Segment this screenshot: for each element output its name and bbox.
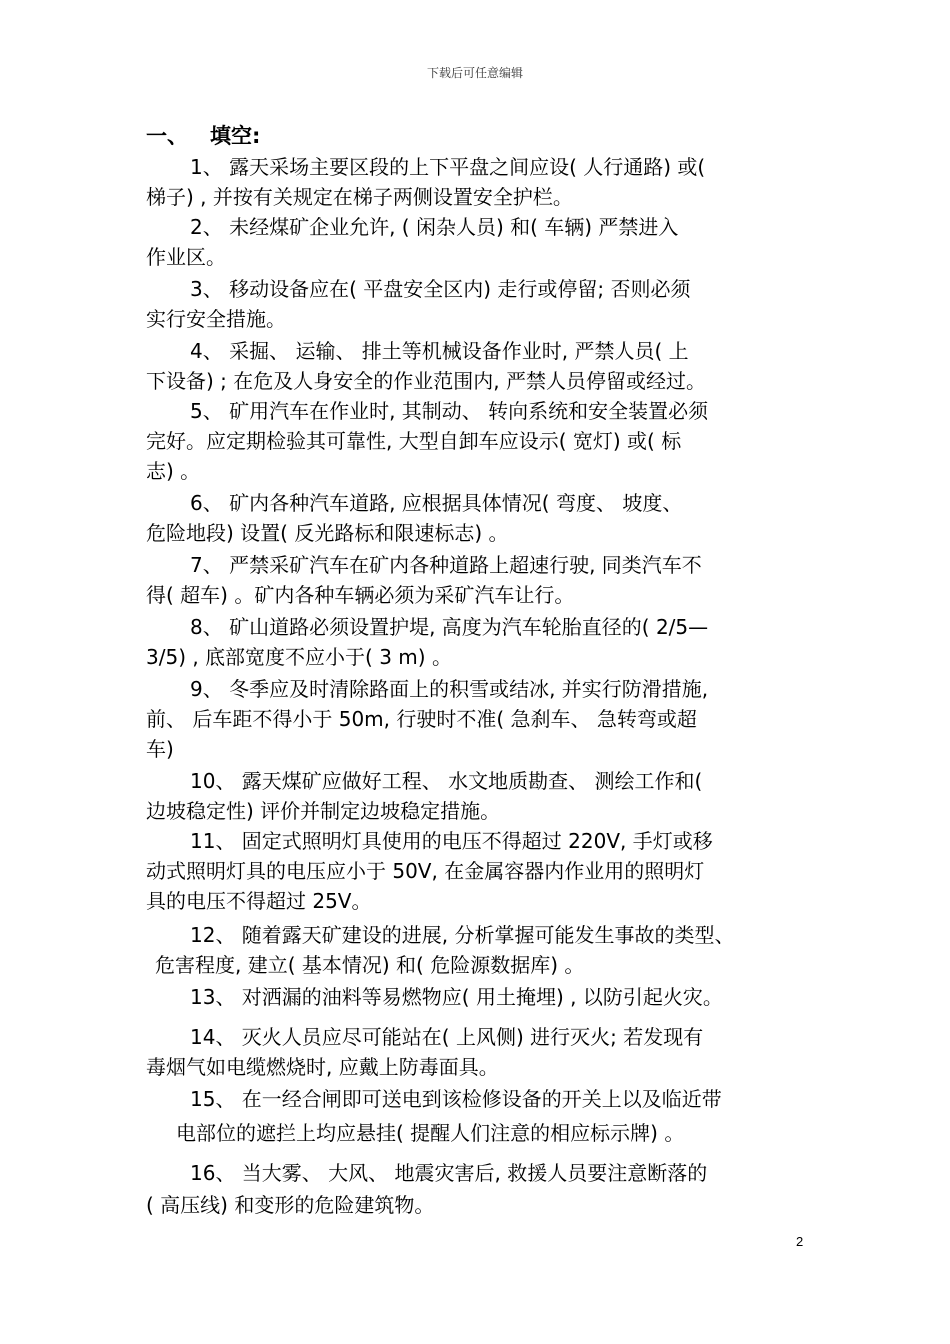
- list-item-line: 实行安全措施。: [146, 307, 286, 331]
- list-item-line: 10、 露天煤矿应做好工程、 水文地质勘查、 测绘工作和(: [190, 769, 703, 793]
- list-item-line: 12、 随着露天矿建设的进展, 分析掌握可能发生事故的类型、: [190, 923, 735, 947]
- list-item-line: 14、 灭火人员应尽可能站在( 上风侧) 进行灭火; 若发现有: [190, 1025, 704, 1049]
- list-item-line: 5、 矿用汽车在作业时, 其制动、 转向系统和安全装置必须: [190, 399, 709, 423]
- list-item-line: 完好。应定期检验其可靠性, 大型自卸车应设示( 宽灯) 或( 标: [146, 429, 682, 453]
- list-item-line: 8、 矿山道路必须设置护堤, 高度为汽车轮胎直径的( 2/5—: [190, 615, 709, 639]
- list-item-line: 13、 对洒漏的油料等易燃物应( 用土掩埋) , 以防引起火灾。: [190, 985, 723, 1009]
- list-item-line: 1、 露天采场主要区段的上下平盘之间应设( 人行通路) 或(: [190, 155, 706, 179]
- list-item-line: 危害程度, 建立( 基本情况) 和( 危险源数据库) 。: [155, 953, 585, 977]
- list-item-line: 梯子) , 并按有关规定在梯子两侧设置安全护栏。: [146, 185, 573, 209]
- list-item-line: 11、 固定式照明灯具使用的电压不得超过 220V, 手灯或移: [190, 829, 713, 853]
- list-item-line: 车): [146, 737, 174, 761]
- list-item-line: 前、 后车距不得小于 50m, 行驶时不准( 急刹车、 急转弯或超: [146, 707, 697, 731]
- list-item-line: 2、 未经煤矿企业允许, ( 闲杂人员) 和( 车辆) 严禁进入: [190, 215, 679, 239]
- list-item-line: 得( 超车) 。矿内各种车辆必须为采矿汽车让行。: [146, 583, 575, 607]
- list-item-line: 动式照明灯具的电压应小于 50V, 在金属容器内作业用的照明灯: [146, 859, 705, 883]
- section-number: 一、: [146, 124, 188, 148]
- list-item-line: 6、 矿内各种汽车道路, 应根据具体情况( 弯度、 坡度、: [190, 491, 683, 515]
- list-item-line: 7、 严禁采矿汽车在矿内各种道路上超速行驶, 同类汽车不: [190, 553, 702, 577]
- list-item-line: 16、 当大雾、 大风、 地震灾害后, 救援人员要注意断落的: [190, 1161, 708, 1185]
- list-item-line: 电部位的遮拦上均应悬挂( 提醒人们注意的相应标示牌) 。: [176, 1121, 685, 1145]
- section-title: 填空:: [210, 124, 261, 148]
- list-item-line: 边坡稳定性) 评价并制定边坡稳定措施。: [146, 799, 501, 823]
- section-heading: [146, 120, 260, 150]
- list-item-line: 危险地段) 设置( 反光路标和限速标志) 。: [146, 521, 509, 545]
- list-item-line: 作业区。: [146, 245, 226, 269]
- list-item-line: 毒烟气如电缆燃烧时, 应戴上防毒面具。: [146, 1055, 499, 1079]
- list-item-line: 4、 采掘、 运输、 排土等机械设备作业时, 严禁人员( 上: [190, 339, 689, 363]
- list-item-line: 志) 。: [146, 459, 201, 483]
- list-item-line: 具的电压不得超过 25V。: [146, 889, 372, 913]
- list-item-line: 15、 在一经合闸即可送电到该检修设备的开关上以及临近带: [190, 1087, 722, 1111]
- list-item-line: ( 高压线) 和变形的危险建筑物。: [146, 1193, 435, 1217]
- list-item-line: 3/5) , 底部宽度不应小于( 3 m) 。: [146, 645, 452, 669]
- list-item-line: 9、 冬季应及时清除路面上的积雪或结冰, 并实行防滑措施,: [190, 677, 709, 701]
- page-header-note: 下载后可任意编辑: [426, 66, 523, 80]
- list-item-line: 下设备) ; 在危及人身安全的作业范围内, 严禁人员停留或经过。: [146, 369, 706, 393]
- list-item-line: 3、 移动设备应在( 平盘安全区内) 走行或停留; 否则必须: [190, 277, 691, 301]
- page-number: 2: [796, 1234, 804, 1249]
